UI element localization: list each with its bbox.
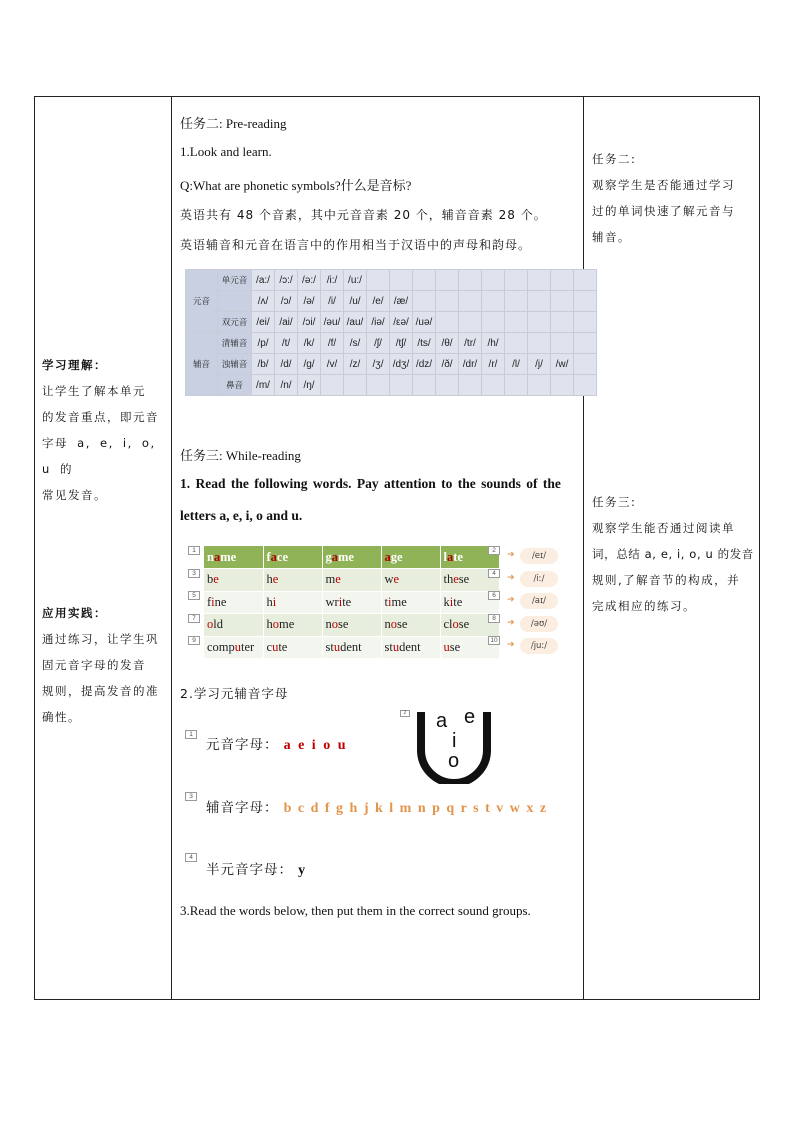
phonetic-row xyxy=(186,291,597,312)
phonetic-symbol xyxy=(551,291,574,312)
word-pre: w xyxy=(384,572,394,587)
word-pre: c xyxy=(266,639,273,654)
phonetic-symbol: /tr/ xyxy=(459,333,482,354)
word-vowel: i xyxy=(338,594,343,609)
word-cell xyxy=(381,636,440,659)
phonetic-symbol: /d/ xyxy=(275,354,298,375)
phonetic-symbol: /n/ xyxy=(275,375,298,396)
phonetic-symbol xyxy=(482,312,505,333)
right-column-task2 xyxy=(592,146,756,250)
phonetic-symbol: /f/ xyxy=(321,333,344,354)
phonetic-symbol: /v/ xyxy=(321,354,344,375)
word-cell xyxy=(322,546,381,569)
phonetic-symbol xyxy=(574,270,597,291)
word-pre: st xyxy=(384,639,393,654)
phonetic-symbol xyxy=(482,375,505,396)
phonetic-symbol: /u/ xyxy=(344,291,367,312)
number-box: 4 xyxy=(185,853,197,862)
word-post: ce xyxy=(276,549,289,564)
phonetic-symbol: /b/ xyxy=(252,354,275,375)
left-column xyxy=(42,352,166,508)
sound-label: /iː/ xyxy=(520,571,558,587)
word-vowel: e xyxy=(393,572,400,587)
phonetic-symbol xyxy=(528,270,551,291)
word-post: ter xyxy=(241,639,255,654)
phonetic-symbol xyxy=(574,312,597,333)
apply-line: 规则，提高发音的准 xyxy=(42,684,159,698)
phonetic-category: 辅音 xyxy=(186,333,218,396)
apply-line: 通过练习，让学生巩 xyxy=(42,632,159,646)
phonetic-row xyxy=(186,375,597,396)
word-post: me xyxy=(338,549,354,564)
word-vowel: a xyxy=(384,549,391,564)
phonetic-symbol xyxy=(459,312,482,333)
word-pre: h xyxy=(266,617,273,632)
word-cell xyxy=(263,569,322,592)
right-task3-line: 规则,了解音节的构成，并 xyxy=(592,573,741,587)
phonetic-symbol xyxy=(528,291,551,312)
semivowel-letters: y xyxy=(298,863,306,878)
phonetic-symbol: /a:/ xyxy=(252,270,275,291)
number-box: 4 xyxy=(488,569,500,578)
phonetic-row-label: 鼻音 xyxy=(218,375,252,396)
vowel-letters: a e i o u xyxy=(283,738,348,753)
learn-line: 字母 a, e, i, o, u 的 xyxy=(42,436,156,476)
word-pre: st xyxy=(325,639,334,654)
word-pre: cl xyxy=(443,617,453,632)
word-cell xyxy=(204,636,263,659)
arrow-icon: ➜ xyxy=(507,572,515,583)
word-cell xyxy=(263,614,322,637)
word-pre: k xyxy=(443,594,450,609)
phonetic-symbol: /ei/ xyxy=(252,312,275,333)
phonetic-symbol: /j/ xyxy=(528,354,551,375)
graphic-letter-o: o xyxy=(448,750,460,772)
phonetic-symbol xyxy=(528,375,551,396)
number-box: 1 xyxy=(188,546,200,555)
word-row xyxy=(204,614,499,637)
phonetic-symbol: /t/ xyxy=(275,333,298,354)
word-vowel: u xyxy=(234,639,242,654)
word-cell xyxy=(381,614,440,637)
word-post: te xyxy=(453,594,463,609)
sound-label: /əʊ/ xyxy=(520,616,558,632)
vowel-row xyxy=(206,733,347,754)
phonetic-row-label: 清辅音 xyxy=(218,333,252,354)
phonetic-symbol xyxy=(574,354,597,375)
consonant-label: 辅音字母： xyxy=(206,800,279,816)
word-vowel: a xyxy=(446,549,454,564)
arrow-icon: ➜ xyxy=(507,617,515,628)
phonetic-symbol: /s/ xyxy=(344,333,367,354)
right-task2-title: 任务二: xyxy=(592,152,637,166)
phonetic-symbol: /m/ xyxy=(252,375,275,396)
graphic-letter-a: a xyxy=(436,710,448,732)
phonetic-symbol: /p/ xyxy=(252,333,275,354)
word-cell xyxy=(204,614,263,637)
word-post: te xyxy=(342,594,352,609)
word-post: te xyxy=(453,549,463,564)
word-cell xyxy=(322,614,381,637)
number-box: 3 xyxy=(188,569,200,578)
phonetic-symbol xyxy=(551,333,574,354)
number-box: 3 xyxy=(185,792,197,801)
phonetic-symbol xyxy=(551,375,574,396)
right-task3-line: 词，总结 a, e, i, o, u 的发音 xyxy=(592,547,754,561)
phonetic-symbol: /ŋ/ xyxy=(298,375,321,396)
word-vowel: o xyxy=(331,617,338,632)
column-divider-left xyxy=(171,97,172,999)
number-box: 2 xyxy=(400,710,410,717)
word-cell xyxy=(381,591,440,614)
phonetic-symbol xyxy=(436,312,459,333)
phonetic-symbol xyxy=(436,375,459,396)
phonetic-symbol xyxy=(436,291,459,312)
read-words-instruction: 3.Read the words below, then put them in the correct sound groups. xyxy=(180,903,531,918)
phonetic-symbol: /i/ xyxy=(321,291,344,312)
phonetic-symbol: /uə/ xyxy=(413,312,436,333)
word-vowel: i xyxy=(387,594,392,609)
phoneme-count: 英语共有 48 个音素，其中元音音素 20 个，辅音音素 28 个。 xyxy=(180,208,547,222)
learn-title: 学习理解： xyxy=(42,358,107,372)
phonetic-row-label: 双元音 xyxy=(218,312,252,333)
phonetic-symbol xyxy=(505,291,528,312)
semivowel-row xyxy=(206,858,305,879)
phonetic-symbol: /tʃ/ xyxy=(390,333,413,354)
word-cell xyxy=(263,591,322,614)
task2-title: 任务二: Pre-reading xyxy=(180,116,287,131)
apply-line: 固元音字母的发音 xyxy=(42,658,146,672)
word-cell xyxy=(381,546,440,569)
number-box: 7 xyxy=(188,614,200,623)
word-pre: n xyxy=(384,617,391,632)
word-pre: m xyxy=(325,572,336,587)
word-vowel: i xyxy=(449,594,454,609)
phonetic-symbol: /dz/ xyxy=(413,354,436,375)
vowel-u-graphic xyxy=(415,706,493,784)
phonetic-row xyxy=(186,354,597,375)
word-cell xyxy=(322,636,381,659)
phonetic-symbol: /r/ xyxy=(482,354,505,375)
word-vowel: e xyxy=(453,572,459,587)
right-column-task3 xyxy=(592,489,756,619)
phonetic-symbol: /ə/ xyxy=(298,291,321,312)
word-vowel: e xyxy=(335,572,341,587)
word-post: se xyxy=(458,617,470,632)
column-divider-right xyxy=(583,97,584,999)
word-cell xyxy=(322,569,381,592)
vowel-label: 元音字母： xyxy=(206,737,279,753)
phonetic-symbol: /au/ xyxy=(344,312,367,333)
word-vowel: a xyxy=(213,549,221,564)
phonetic-symbol xyxy=(505,375,528,396)
phonetic-symbol xyxy=(528,333,551,354)
phonetic-category: 元音 xyxy=(186,270,218,333)
word-vowel: a xyxy=(270,549,277,564)
phonetic-row-label xyxy=(218,291,252,312)
phonetic-symbol: /iə/ xyxy=(367,312,390,333)
word-post: ne xyxy=(214,594,227,609)
phonetic-symbol: /ə:/ xyxy=(298,270,321,291)
phonetic-symbol xyxy=(321,375,344,396)
number-box: 2 xyxy=(488,546,500,555)
phonetic-symbol: /e/ xyxy=(367,291,390,312)
phonetic-symbol xyxy=(390,375,413,396)
phonetic-row-label: 浊辅音 xyxy=(218,354,252,375)
phonetic-symbol xyxy=(551,312,574,333)
word-pre: t xyxy=(384,594,388,609)
left-column-apply xyxy=(42,600,166,730)
number-box: 8 xyxy=(488,614,500,623)
phonetic-row-label: 单元音 xyxy=(218,270,252,291)
phonetic-symbol xyxy=(436,270,459,291)
learn-line: 的发音重点，即元音 xyxy=(42,410,159,424)
phonetic-symbol: /ɔ:/ xyxy=(275,270,298,291)
word-vowel: e xyxy=(272,572,279,587)
word-vowel: u xyxy=(272,639,279,654)
phonetic-symbol: /əu/ xyxy=(321,312,344,333)
right-task3-line: 观察学生能否通过阅读单 xyxy=(592,521,735,535)
phonetic-symbol: /u:/ xyxy=(344,270,367,291)
word-pre: f xyxy=(266,549,271,564)
arrow-icon: ➜ xyxy=(507,595,515,605)
word-post: dent xyxy=(340,639,362,654)
number-box: 6 xyxy=(488,591,500,600)
look-learn: 1.Look and learn. xyxy=(180,144,272,159)
word-post: se xyxy=(458,572,470,587)
phonetic-symbol xyxy=(505,333,528,354)
phonetic-symbol: /ɔ/ xyxy=(275,291,298,312)
apply-line: 确性。 xyxy=(42,710,81,724)
word-post: me xyxy=(391,594,407,609)
phonetic-symbol: /ɔi/ xyxy=(298,312,321,333)
word-row xyxy=(204,546,499,569)
phonetic-symbol xyxy=(413,375,436,396)
phonetic-symbol xyxy=(344,375,367,396)
arrow-icon: ➜ xyxy=(507,640,515,650)
phonetic-symbol xyxy=(367,270,390,291)
word-post: ge xyxy=(390,549,403,564)
number-box: 10 xyxy=(488,636,500,645)
word-pre: l xyxy=(443,549,447,564)
word-cell xyxy=(381,569,440,592)
phonetic-symbol: /θ/ xyxy=(436,333,459,354)
word-row xyxy=(204,569,499,592)
phonetic-symbol xyxy=(390,270,413,291)
phonetic-row xyxy=(186,270,597,291)
word-post: me xyxy=(220,549,237,564)
phonetic-row xyxy=(186,312,597,333)
word-post: ld xyxy=(213,617,223,632)
word-cell xyxy=(204,591,263,614)
right-task3-title: 任务三: xyxy=(592,495,637,509)
phonetic-symbol xyxy=(505,312,528,333)
phonetic-symbol: /ʒ/ xyxy=(367,354,390,375)
word-post: me xyxy=(279,617,295,632)
word-pre: g xyxy=(325,549,332,564)
phonetic-symbol: /i:/ xyxy=(321,270,344,291)
consonant-letters: b c d f g h j k l m n p q r s t v w x z xyxy=(283,801,548,816)
arrow-icon: ➜ xyxy=(507,550,515,560)
word-cell xyxy=(263,546,322,569)
phonetic-symbol xyxy=(528,312,551,333)
semivowel-label: 半元音字母： xyxy=(206,862,293,878)
word-vowel: u xyxy=(333,639,341,654)
word-vowel: i xyxy=(272,594,277,609)
phonetic-symbol: /ð/ xyxy=(436,354,459,375)
word-post: se xyxy=(449,639,461,654)
phonetic-symbol: /l/ xyxy=(505,354,528,375)
right-task2-line: 观察学生是否能通过学习 xyxy=(592,178,735,192)
right-task2-line: 辅音。 xyxy=(592,230,631,244)
word-vowel: u xyxy=(392,639,400,654)
word-vowel: o xyxy=(390,617,397,632)
word-pre: f xyxy=(207,594,212,609)
learn-line: 常见发音。 xyxy=(42,488,107,502)
phonetic-symbol xyxy=(459,291,482,312)
phoneme-role: 英语辅音和元音在语言中的作用相当于汉语中的声母和韵母。 xyxy=(180,238,532,252)
phonetic-symbol xyxy=(574,375,597,396)
word-table xyxy=(204,546,500,659)
phonetic-symbol: /g/ xyxy=(298,354,321,375)
graphic-letter-i: i xyxy=(452,730,457,752)
phonetic-symbol: /ts/ xyxy=(413,333,436,354)
word-post: se xyxy=(397,617,408,632)
word-pre: n xyxy=(207,549,214,564)
learn-line: 让学生了解本单元 xyxy=(42,384,146,398)
phonetic-symbol xyxy=(482,291,505,312)
learn-letters-title: 2.学习元辅音字母 xyxy=(180,686,289,701)
phonetic-symbol: /w/ xyxy=(551,354,574,375)
phonetic-symbol xyxy=(505,270,528,291)
read-instruction-line1: 1. Read the following words. Pay attention to the sounds of the xyxy=(180,476,561,491)
word-cell xyxy=(263,636,322,659)
phonetic-symbol: /dʒ/ xyxy=(390,354,413,375)
phonetic-symbol: /k/ xyxy=(298,333,321,354)
phonetic-symbol: /dr/ xyxy=(459,354,482,375)
word-vowel: o xyxy=(272,617,279,632)
question: Q:What are phonetic symbols?什么是音标? xyxy=(180,178,412,193)
word-cell xyxy=(204,546,263,569)
read-instruction-line2: letters a, e, i, o and u. xyxy=(180,508,303,523)
phonetic-symbol xyxy=(413,270,436,291)
word-row xyxy=(204,591,499,614)
word-pre: comp xyxy=(207,639,235,654)
phonetic-symbol-table xyxy=(185,269,597,396)
word-vowel: u xyxy=(443,639,450,654)
word-cell xyxy=(322,591,381,614)
sound-label: /eɪ/ xyxy=(520,548,558,564)
phonetic-symbol xyxy=(551,270,574,291)
word-vowel: o xyxy=(207,617,214,632)
consonant-row xyxy=(206,796,548,817)
phonetic-symbol xyxy=(574,291,597,312)
phonetic-symbol xyxy=(413,291,436,312)
word-pre: h xyxy=(266,594,273,609)
phonetic-symbol: /ai/ xyxy=(275,312,298,333)
phonetic-symbol xyxy=(459,270,482,291)
graphic-letter-e: e xyxy=(464,706,476,728)
phonetic-symbol xyxy=(574,333,597,354)
word-pre: b xyxy=(207,572,214,587)
phonetic-symbol xyxy=(367,375,390,396)
number-box: 9 xyxy=(188,636,200,645)
phonetic-symbol: /ʌ/ xyxy=(252,291,275,312)
word-pre: wr xyxy=(325,594,339,609)
word-post: dent xyxy=(399,639,421,654)
apply-title: 应用实践： xyxy=(42,606,107,620)
phonetic-symbol xyxy=(482,270,505,291)
task3-title: 任务三: While-reading xyxy=(180,448,301,463)
word-pre: h xyxy=(266,572,273,587)
word-post: te xyxy=(278,639,288,654)
right-task3-line: 完成相应的练习。 xyxy=(592,599,696,613)
phonetic-symbol: /εə/ xyxy=(390,312,413,333)
word-vowel: i xyxy=(211,594,215,609)
word-vowel: a xyxy=(331,549,338,564)
word-cell xyxy=(204,569,263,592)
sound-label: /juː/ xyxy=(520,638,558,654)
number-box: 1 xyxy=(185,730,197,739)
phonetic-symbol: /æ/ xyxy=(390,291,413,312)
word-row xyxy=(204,636,499,659)
phonetic-symbol: /ʃ/ xyxy=(367,333,390,354)
number-box: 5 xyxy=(188,591,200,600)
word-vowel: e xyxy=(213,572,219,587)
word-pre: n xyxy=(325,617,332,632)
phonetic-row xyxy=(186,333,597,354)
phonetic-symbol: /z/ xyxy=(344,354,367,375)
word-pre: th xyxy=(443,572,454,587)
sound-label: /aɪ/ xyxy=(520,593,558,609)
right-task2-line: 过的单词快速了解元音与 xyxy=(592,204,735,218)
phonetic-symbol xyxy=(459,375,482,396)
word-vowel: o xyxy=(452,617,459,632)
phonetic-symbol: /h/ xyxy=(482,333,505,354)
word-post: se xyxy=(338,617,349,632)
